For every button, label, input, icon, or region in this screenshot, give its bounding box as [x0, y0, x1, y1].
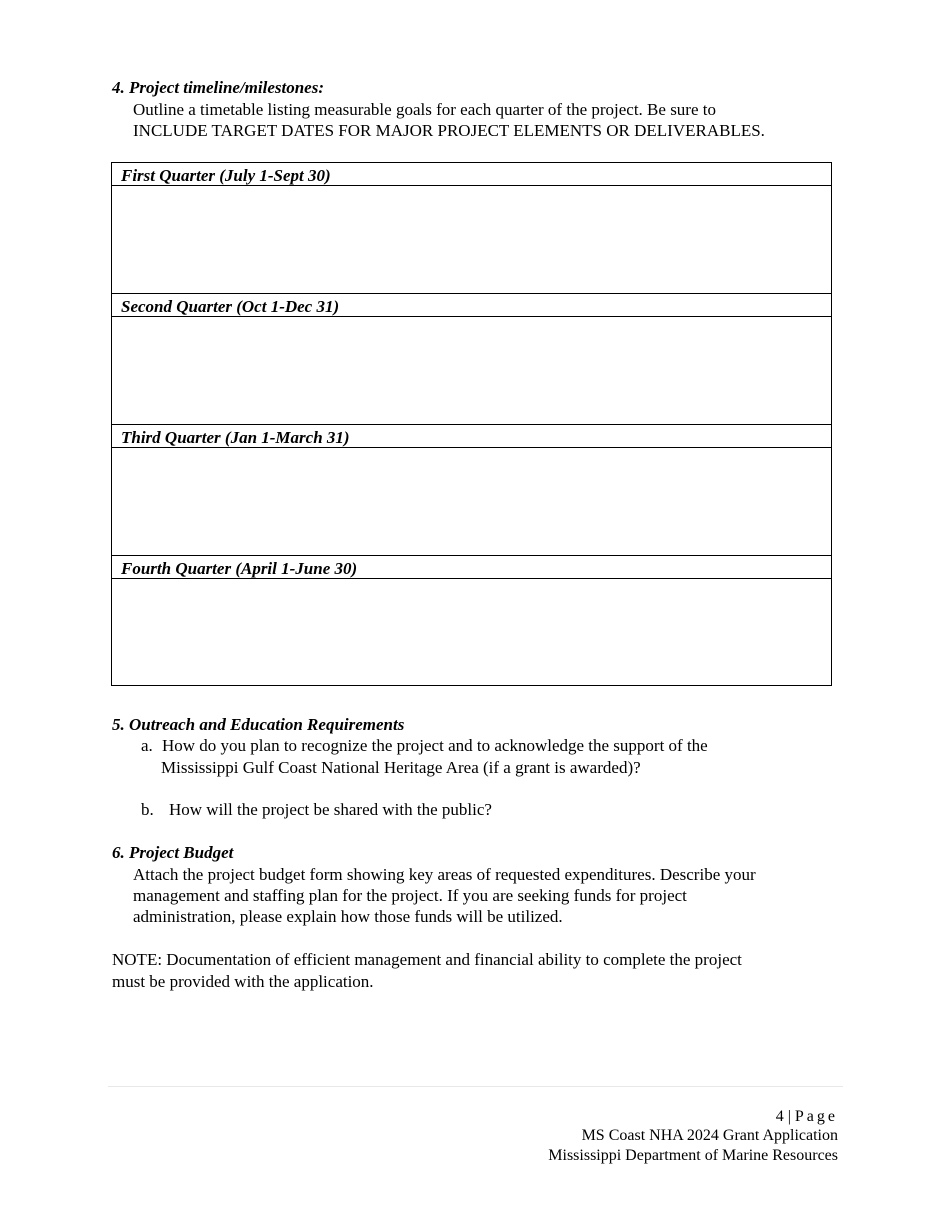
section-4-instructions-line1: Outline a timetable listing measurable goals for each quarter of the project. Be sure to	[133, 100, 716, 119]
footer-organization: Mississippi Department of Marine Resources	[548, 1147, 838, 1164]
quarter-1-header: First Quarter (July 1-Sept 30)	[112, 163, 831, 186]
section-4-instructions-line2: INCLUDE TARGET DATES FOR MAJOR PROJECT ELEMENTS OR DELIVERABLES.	[133, 121, 765, 140]
note-line1: NOTE: Documentation of efficient management and financial ability to complete the project	[112, 950, 742, 969]
quarter-4-entry-cell[interactable]	[112, 579, 831, 685]
item-b-marker: b.	[141, 800, 154, 819]
note-line2: must be provided with the application.	[112, 972, 374, 991]
timeline-table	[111, 162, 832, 686]
quarter-1-entry-cell[interactable]	[112, 186, 831, 294]
page-label: Page	[794, 1108, 838, 1125]
quarter-2-entry-cell[interactable]	[112, 317, 831, 425]
section-6-text-line2: management and staffing plan for the project. If you are seeking funds for project	[133, 886, 687, 905]
page-number: 4	[775, 1108, 784, 1125]
quarter-4-header: Fourth Quarter (April 1-June 30)	[112, 556, 831, 579]
section-6-text-line3: administration, please explain how those funds will be utilized.	[133, 907, 563, 926]
item-a-question-line1: How do you plan to recognize the project and to acknowledge the support of the	[162, 736, 708, 755]
footer-page-number	[776, 1107, 838, 1127]
page-separator: |	[783, 1108, 795, 1125]
item-a-question-line2: Mississippi Gulf Coast National Heritage Area (if a grant is awarded)?	[161, 758, 641, 777]
item-a-marker: a.	[141, 736, 153, 755]
footer-document-title: MS Coast NHA 2024 Grant Application	[581, 1127, 838, 1144]
item-b-question: How will the project be shared with the public?	[169, 800, 492, 819]
footer-divider	[108, 1086, 843, 1087]
section-5-heading: 5. Outreach and Education Requirements	[112, 715, 405, 734]
quarter-2-header: Second Quarter (Oct 1-Dec 31)	[112, 294, 831, 317]
quarter-3-entry-cell[interactable]	[112, 448, 831, 556]
section-6-heading: 6. Project Budget	[112, 843, 234, 862]
section-4-heading: 4. Project timeline/milestones:	[112, 78, 325, 97]
quarter-3-header: Third Quarter (Jan 1-March 31)	[112, 425, 831, 448]
section-6-text-line1: Attach the project budget form showing key areas of requested expenditures. Describe your	[133, 865, 756, 884]
